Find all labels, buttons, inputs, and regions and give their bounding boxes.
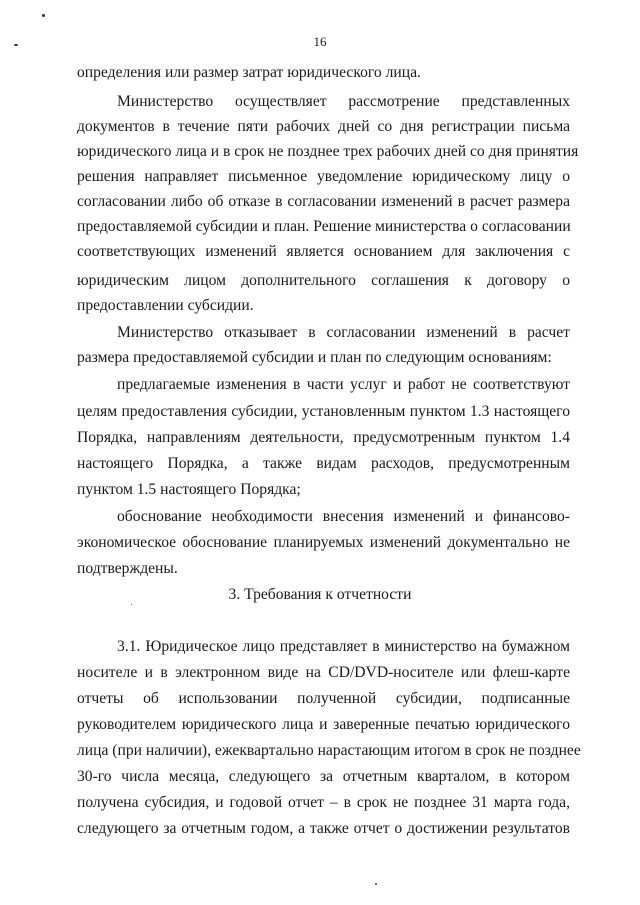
- text-line: предоставлении субсидии.: [77, 297, 254, 314]
- text-line: пунктом 1.5 настоящего Порядка;: [77, 481, 301, 498]
- text-line: Министерство осуществляет рассмотрение представленных: [117, 93, 570, 110]
- text-line: 30-го числа месяца, следующего за отчетным кварталом, в котором: [77, 768, 570, 785]
- text-line: документов в течение пяти рабочих дней со дня регистрации письма: [77, 118, 570, 135]
- text-line: настоящего Порядка, а также видам расходов, предусмотренным: [77, 455, 570, 472]
- text-line: юридического лица и в срок не позднее трех рабочих дней со дня принятия: [77, 143, 579, 160]
- text-line: следующего за отчетным годом, а также отчет о достижении результатов: [77, 820, 570, 837]
- text-line: целям предоставления субсидии, установленным пунктом 1.3 настоящего: [77, 403, 570, 420]
- text-line: отчеты об использовании полученной субсидии, подписанные: [77, 690, 570, 707]
- text-line: руководителем юридического лица и заверенные печатью юридического: [77, 716, 570, 733]
- text-line: получена субсидия, и годовой отчет – в срок не позднее 31 марта года,: [77, 794, 570, 811]
- text-line: подтверждены.: [77, 560, 178, 577]
- section-heading: 3. Требования к отчетности: [228, 586, 412, 603]
- text-line: экономическое обоснование планируемых изменений документально не: [77, 534, 570, 551]
- text-line: обоснование необходимости внесения изменений и финансово-: [117, 508, 570, 525]
- text-line: юридическим лицом дополнительного соглашения к договору о: [77, 272, 570, 289]
- text-line: предоставляемой субсидии и план. Решение министерства о согласовании: [77, 218, 571, 235]
- text-line: предлагаемые изменения в части услуг и работ не соответствуют: [117, 376, 570, 393]
- text-line: Порядка, направлениям деятельности, предусмотренным пунктом 1.4: [77, 429, 570, 446]
- text-line: размера предоставляемой субсидии и план по следующим основаниям:: [77, 349, 552, 366]
- text-line: Министерство отказывает в согласовании изменений в расчет: [117, 324, 570, 341]
- scan-speck: [42, 14, 45, 17]
- text-line: носителе и в электронном виде на CD/DVD-носителе или флеш-карте: [77, 664, 570, 681]
- scan-speck: [375, 883, 377, 885]
- text-line: определения или размер затрат юридического лица.: [77, 64, 421, 81]
- text-line: соответствующих изменений является основанием для заключения с: [77, 243, 570, 260]
- text-line: решения направляет письменное уведомление юридическому лицу о: [77, 168, 570, 185]
- text-line: согласовании либо об отказе в согласовании изменений в расчет размера: [77, 193, 570, 210]
- text-line: 3.1. Юридическое лицо представляет в министерство на бумажном: [117, 638, 570, 655]
- page-number: 16: [313, 34, 327, 49]
- text-line: лица (при наличии), ежеквартально нарастающим итогом в срок не позднее: [77, 742, 581, 759]
